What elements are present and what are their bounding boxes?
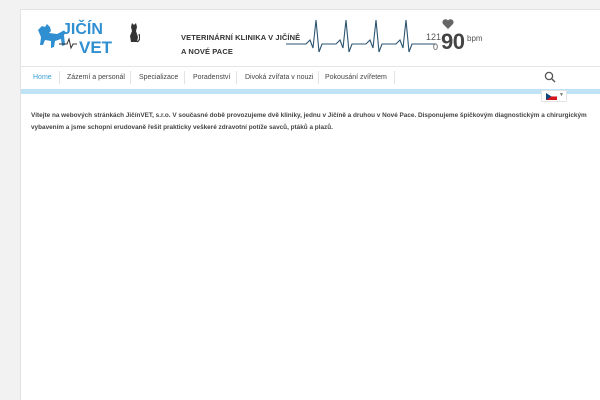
ecg-line-graphic bbox=[286, 18, 439, 58]
heart-rate-value: 90 bbox=[441, 29, 465, 54]
intro-text: Vítejte na webových stránkách JičínVET, s.r.o. V současné době provozujeme dvě kliniky, jednu v Jičíně a druhou v Nové Pace. Disponujeme špičkovým diagnostickým a chirurgickým vybavením a jsme schopni erudovaně řešit prakticky veškeré zdravotní potíže savců, ptáků a plazů. bbox=[31, 112, 587, 131]
page bbox=[20, 9, 600, 400]
nav-item-specializace[interactable]: Specializace bbox=[139, 74, 179, 81]
heart-rate-unit: bpm bbox=[467, 34, 483, 43]
nav-item-zazemi[interactable]: Zázemí a personál bbox=[67, 74, 125, 81]
search-icon[interactable] bbox=[543, 70, 557, 84]
clinic-banner bbox=[181, 31, 300, 59]
systolic-value: 121 bbox=[426, 32, 442, 42]
nav-item-divoka-zvirata[interactable]: Divoká zvířata v nouzi bbox=[245, 74, 314, 81]
nav-item-pokousani[interactable]: Pokousání zvířetem bbox=[325, 74, 387, 81]
nav-divider bbox=[394, 71, 395, 84]
logo-graphic bbox=[35, 16, 140, 56]
heart-icon bbox=[442, 19, 454, 29]
banner-line1: VETERINÁRNÍ KLINIKA V JIČÍNĚ bbox=[181, 33, 301, 42]
chevron-down-icon: ▼ bbox=[559, 92, 564, 98]
accent-bar bbox=[21, 89, 600, 94]
logo-line1: JIČÍN bbox=[62, 21, 103, 38]
czech-flag-icon bbox=[546, 93, 557, 100]
nav-item-home[interactable]: Home bbox=[33, 74, 52, 81]
banner-line2: A NOVÉ PACE bbox=[181, 47, 233, 56]
nav-item-poradenstvi[interactable]: Poradenství bbox=[193, 74, 231, 81]
main-navigation bbox=[21, 66, 600, 88]
logo-line2: VET bbox=[79, 38, 113, 56]
language-switcher[interactable] bbox=[541, 90, 567, 102]
logo[interactable] bbox=[35, 16, 140, 56]
header bbox=[21, 10, 600, 66]
diastolic-value: 0 bbox=[433, 42, 439, 52]
